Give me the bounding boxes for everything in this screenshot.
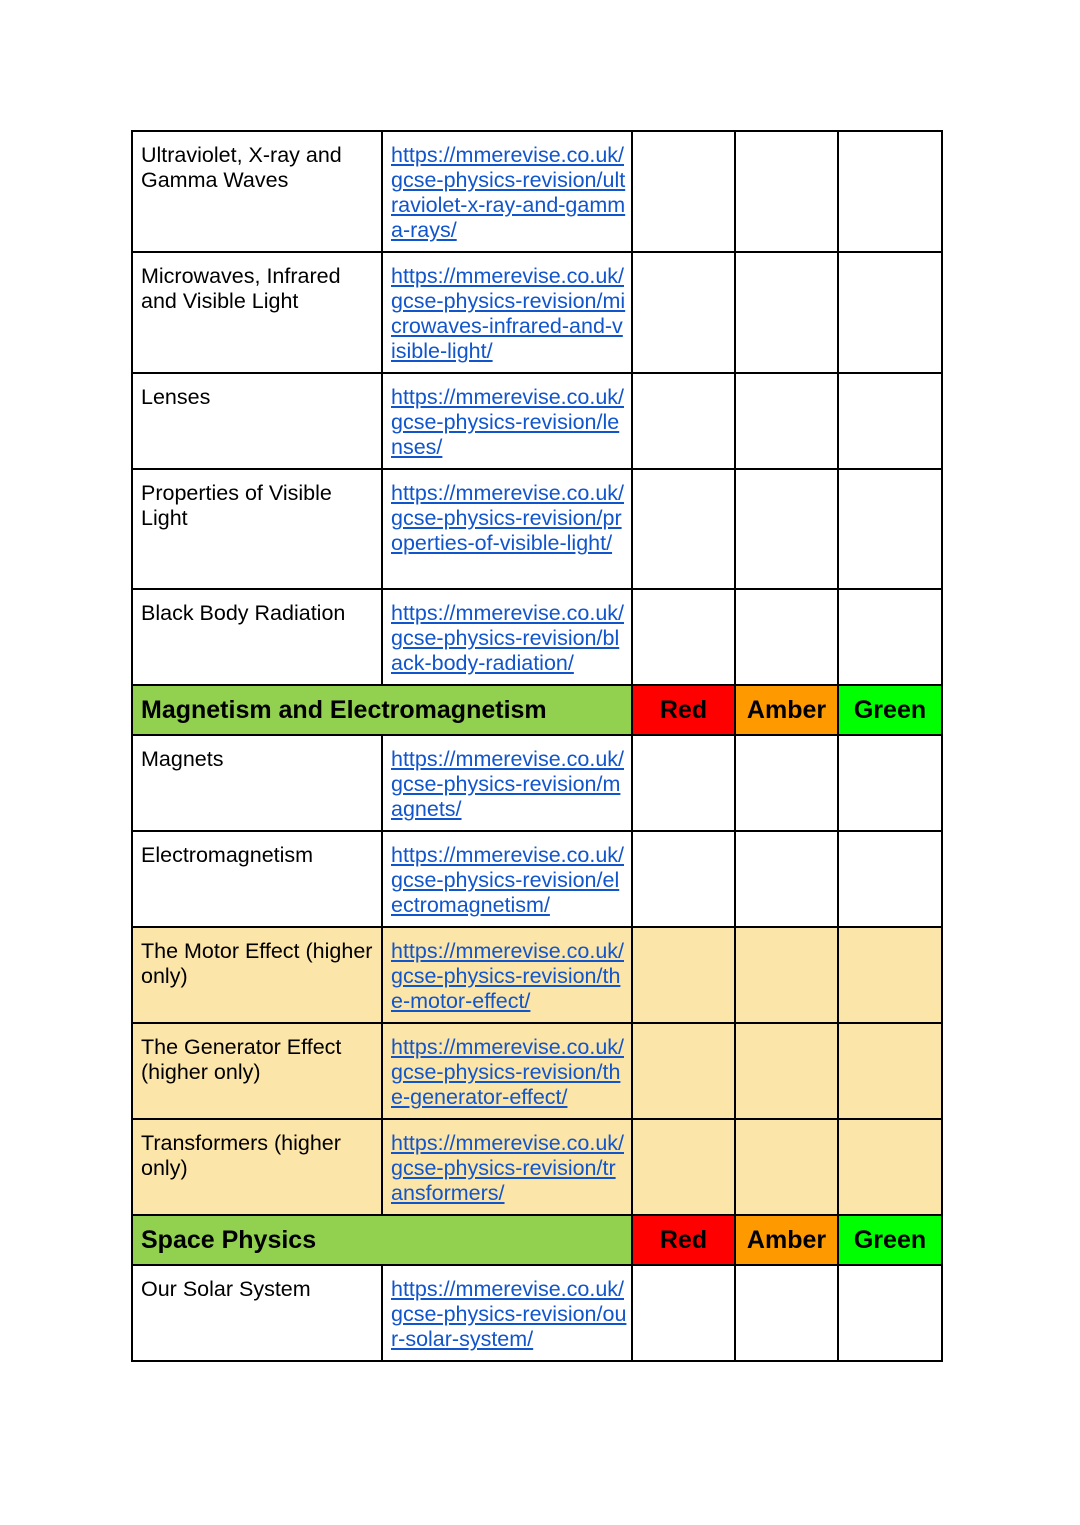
amber-rating-cell[interactable] <box>735 469 838 589</box>
revision-link[interactable]: https://mmerevise.co.uk/gcse-physics-revision/lenses/ <box>391 385 624 459</box>
revision-link[interactable]: https://mmerevise.co.uk/gcse-physics-revision/properties-of-visible-light/ <box>391 481 624 555</box>
amber-rating-cell[interactable] <box>735 735 838 831</box>
green-rating-cell[interactable] <box>838 1023 942 1119</box>
topic-cell: Electromagnetism <box>132 831 382 927</box>
table-row <box>132 252 942 373</box>
amber-rating-cell[interactable] <box>735 1119 838 1215</box>
table-row-higher-only <box>132 1023 942 1119</box>
table-row <box>132 831 942 927</box>
red-rating-cell[interactable] <box>632 469 735 589</box>
green-rating-cell[interactable] <box>838 927 942 1023</box>
red-rating-cell[interactable] <box>632 927 735 1023</box>
red-header: Red <box>632 685 735 735</box>
revision-link[interactable]: https://mmerevise.co.uk/gcse-physics-revision/ultraviolet-x-ray-and-gamma-rays/ <box>391 143 626 242</box>
amber-rating-cell[interactable] <box>735 1023 838 1119</box>
revision-link[interactable]: https://mmerevise.co.uk/gcse-physics-revision/black-body-radiation/ <box>391 601 624 675</box>
amber-rating-cell[interactable] <box>735 131 838 252</box>
amber-rating-cell[interactable] <box>735 927 838 1023</box>
red-rating-cell[interactable] <box>632 373 735 469</box>
revision-link[interactable]: https://mmerevise.co.uk/gcse-physics-revision/magnets/ <box>391 747 624 821</box>
revision-link[interactable]: https://mmerevise.co.uk/gcse-physics-revision/our-solar-system/ <box>391 1277 627 1351</box>
table-row <box>132 735 942 831</box>
revision-link[interactable]: https://mmerevise.co.uk/gcse-physics-revision/the-motor-effect/ <box>391 939 624 1013</box>
table-row <box>132 131 942 252</box>
url-cell <box>382 252 632 373</box>
revision-link[interactable]: https://mmerevise.co.uk/gcse-physics-revision/transformers/ <box>391 1131 624 1205</box>
green-rating-cell[interactable] <box>838 373 942 469</box>
amber-rating-cell[interactable] <box>735 589 838 685</box>
revision-link[interactable]: https://mmerevise.co.uk/gcse-physics-revision/the-generator-effect/ <box>391 1035 624 1109</box>
red-rating-cell[interactable] <box>632 831 735 927</box>
topic-cell: The Generator Effect (higher only) <box>132 1023 382 1119</box>
table-row <box>132 469 942 589</box>
revision-link[interactable]: https://mmerevise.co.uk/gcse-physics-revision/microwaves-infrared-and-visible-light/ <box>391 264 626 363</box>
green-rating-cell[interactable] <box>838 1119 942 1215</box>
amber-header: Amber <box>735 685 838 735</box>
amber-header: Amber <box>735 1215 838 1265</box>
url-cell <box>382 735 632 831</box>
red-rating-cell[interactable] <box>632 735 735 831</box>
url-cell <box>382 373 632 469</box>
amber-rating-cell[interactable] <box>735 373 838 469</box>
url-cell <box>382 131 632 252</box>
red-rating-cell[interactable] <box>632 1119 735 1215</box>
table-row <box>132 589 942 685</box>
revision-link[interactable]: https://mmerevise.co.uk/gcse-physics-revision/electromagnetism/ <box>391 843 624 917</box>
topic-cell: Magnets <box>132 735 382 831</box>
red-rating-cell[interactable] <box>632 1265 735 1361</box>
green-rating-cell[interactable] <box>838 469 942 589</box>
topic-cell: Ultraviolet, X-ray and Gamma Waves <box>132 131 382 252</box>
url-cell <box>382 831 632 927</box>
red-rating-cell[interactable] <box>632 252 735 373</box>
amber-rating-cell[interactable] <box>735 831 838 927</box>
red-rating-cell[interactable] <box>632 1023 735 1119</box>
green-header: Green <box>838 685 942 735</box>
topic-cell: Black Body Radiation <box>132 589 382 685</box>
table-row-higher-only <box>132 1119 942 1215</box>
topic-cell: Transformers (higher only) <box>132 1119 382 1215</box>
section-header-row <box>132 685 942 735</box>
green-header: Green <box>838 1215 942 1265</box>
section-title: Space Physics <box>132 1215 632 1265</box>
url-cell <box>382 1265 632 1361</box>
amber-rating-cell[interactable] <box>735 1265 838 1361</box>
revision-rag-table <box>131 130 943 1362</box>
url-cell <box>382 589 632 685</box>
green-rating-cell[interactable] <box>838 252 942 373</box>
topic-cell: Lenses <box>132 373 382 469</box>
green-rating-cell[interactable] <box>838 831 942 927</box>
green-rating-cell[interactable] <box>838 131 942 252</box>
url-cell <box>382 1023 632 1119</box>
url-cell <box>382 469 632 589</box>
topic-cell: Properties of Visible Light <box>132 469 382 589</box>
red-rating-cell[interactable] <box>632 131 735 252</box>
red-rating-cell[interactable] <box>632 589 735 685</box>
table-row <box>132 373 942 469</box>
green-rating-cell[interactable] <box>838 589 942 685</box>
green-rating-cell[interactable] <box>838 735 942 831</box>
topic-cell: Microwaves, Infrared and Visible Light <box>132 252 382 373</box>
section-title: Magnetism and Electromagnetism <box>132 685 632 735</box>
url-cell <box>382 1119 632 1215</box>
green-rating-cell[interactable] <box>838 1265 942 1361</box>
topic-cell: The Motor Effect (higher only) <box>132 927 382 1023</box>
section-header-row <box>132 1215 942 1265</box>
amber-rating-cell[interactable] <box>735 252 838 373</box>
url-cell <box>382 927 632 1023</box>
red-header: Red <box>632 1215 735 1265</box>
topic-cell: Our Solar System <box>132 1265 382 1361</box>
table-row-higher-only <box>132 927 942 1023</box>
table-row <box>132 1265 942 1361</box>
